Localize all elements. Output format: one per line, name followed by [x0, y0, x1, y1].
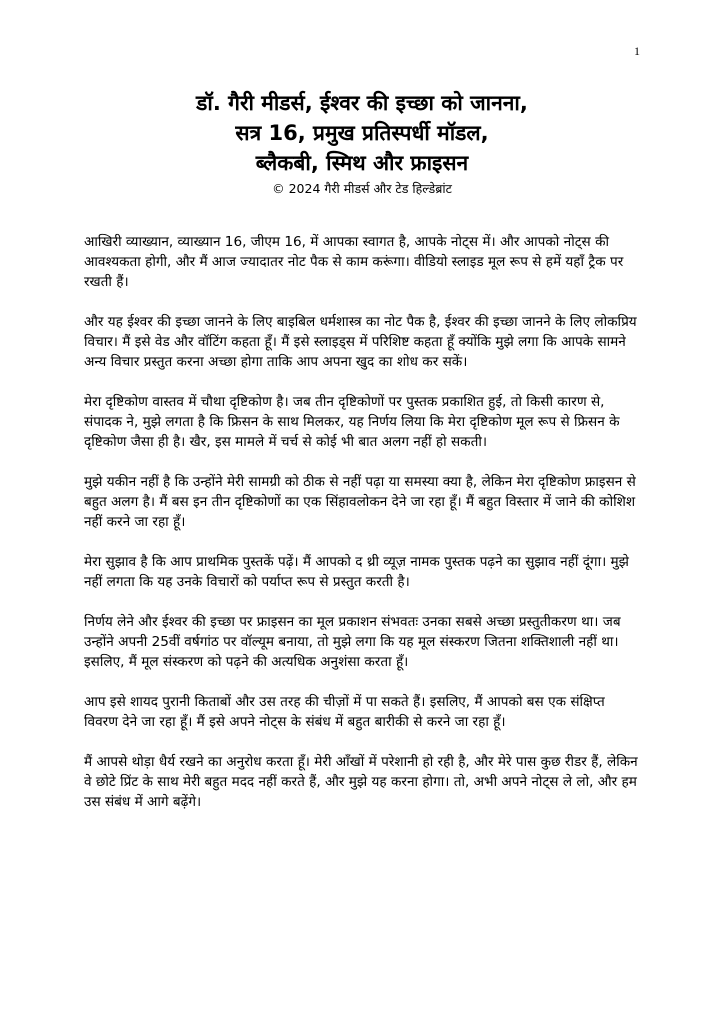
title-line-3: ब्लैकबी, स्मिथ और फ्राइसन	[255, 151, 469, 175]
title-line-2: सत्र 16, प्रमुख प्रतिस्पर्धी मॉडल,	[235, 121, 489, 145]
paragraph-2: और यह ईश्वर की इच्छा जानने के लिए बाइबिल धर्मशास्त्र का नोट पैक है, ईश्वर की इच्छा जानने के लिए लोकप्रिय विचार। मैं इसे वेड और वॉटिंग कहता हूँ। मैं इसे स्लाइड्स में परिशिष्ट कहता हूँ क्योंकि मुझे लगा कि आपके सामने अन्य विचार प्रस्तुत करना अच्छा होगा ताकि आप अपना खुद का शोध कर सकें।	[84, 314, 637, 370]
page-number: 1	[634, 44, 640, 58]
paragraph-5: मेरा सुझाव है कि आप प्राथमिक पुस्तकें पढ़ें। मैं आपको द थ्री व्यूज़ नामक पुस्तक पढ़ने का सुझाव नहीं दूंगा। मुझे नहीं लगता कि यह उनके विचारों को पर्याप्त रूप से प्रस्तुत करती है।	[84, 554, 629, 590]
paragraph-4: मुझे यकीन नहीं है कि उन्होंने मेरी सामग्री को ठीक से नहीं पढ़ा या समस्या क्या है, लेकिन मेरा दृष्टिकोण फ्राइसन से बहुत अलग है। मैं बस इन तीन दृष्टिकोणों का एक सिंहावलोकन देने जा रहा हूँ। मैं बहुत विस्तार में जाने की कोशिश नहीं करने जा रहा हूँ।	[84, 474, 636, 530]
copyright-notice: © 2024 गैरी मीडर्स और टेड हिल्डेब्रांट	[272, 181, 452, 196]
paragraph-7: आप इसे शायद पुरानी किताबों और उस तरह की चीज़ों में पा सकते हैं। इसलिए, मैं आपको बस एक संक्षिप्त विवरण देने जा रहा हूँ। मैं इसे अपने नोट्स के संबंध में बहुत बारीकी से करने जा रहा हूँ।	[84, 694, 605, 730]
paragraph-8: मैं आपसे थोड़ा धैर्य रखने का अनुरोध करता हूँ। मेरी आँखों में परेशानी हो रही है, और मेरे पास कुछ रीडर हैं, लेकिन वे छोटे प्रिंट के साथ मेरी बहुत मदद नहीं करते हैं, और मुझे यह करना होगा। तो, अभी अपने नोट्स ले लो, और हम उस संबंध में आगे बढ़ेंगे।	[84, 754, 638, 810]
paragraph-6: निर्णय लेने और ईश्वर की इच्छा पर फ्राइसन का मूल प्रकाशन संभवतः उनका सबसे अच्छा प्रस्तुतीकरण था। जब उन्होंने अपनी 25वीं वर्षगांठ पर वॉल्यूम बनाया, तो मुझे लगा कि यह मूल संस्करण जितना शक्तिशाली नहीं था। इसलिए, मैं मूल संस्करण को पढ़ने की अत्यधिक अनुशंसा करता हूँ।	[84, 614, 621, 670]
paragraph-3: मेरा दृष्टिकोण वास्तव में चौथा दृष्टिकोण है। जब तीन दृष्टिकोणों पर पुस्तक प्रकाशित हुई, तो किसी कारण से, संपादक ने, मुझे लगता है कि फ्रिसन के साथ मिलकर, यह निर्णय लिया कि मेरा दृष्टिकोण मूल रूप से फ्रिसन के दृष्टिकोण जैसा ही है। खैर, इस मामले में चर्च से कोई भी बात अलग नहीं हो सकती।	[84, 394, 620, 450]
document-body	[84, 232, 640, 832]
paragraph-1: आखिरी व्याख्यान, व्याख्यान 16, जीएम 16, में आपका स्वागत है, आपके नोट्स में। और आपको नोट्स की आवश्यकता होगी, और मैं आज ज्यादातर नोट पैक से काम करूंगा। वीडियो स्लाइड मूल रूप से हमें यहाँ ट्रैक पर रखती हैं।	[84, 234, 624, 290]
title-block	[84, 88, 640, 198]
title-line-1: डॉ. गैरी मीडर्स, ईश्वर की इच्छा को जानना,	[196, 91, 528, 115]
